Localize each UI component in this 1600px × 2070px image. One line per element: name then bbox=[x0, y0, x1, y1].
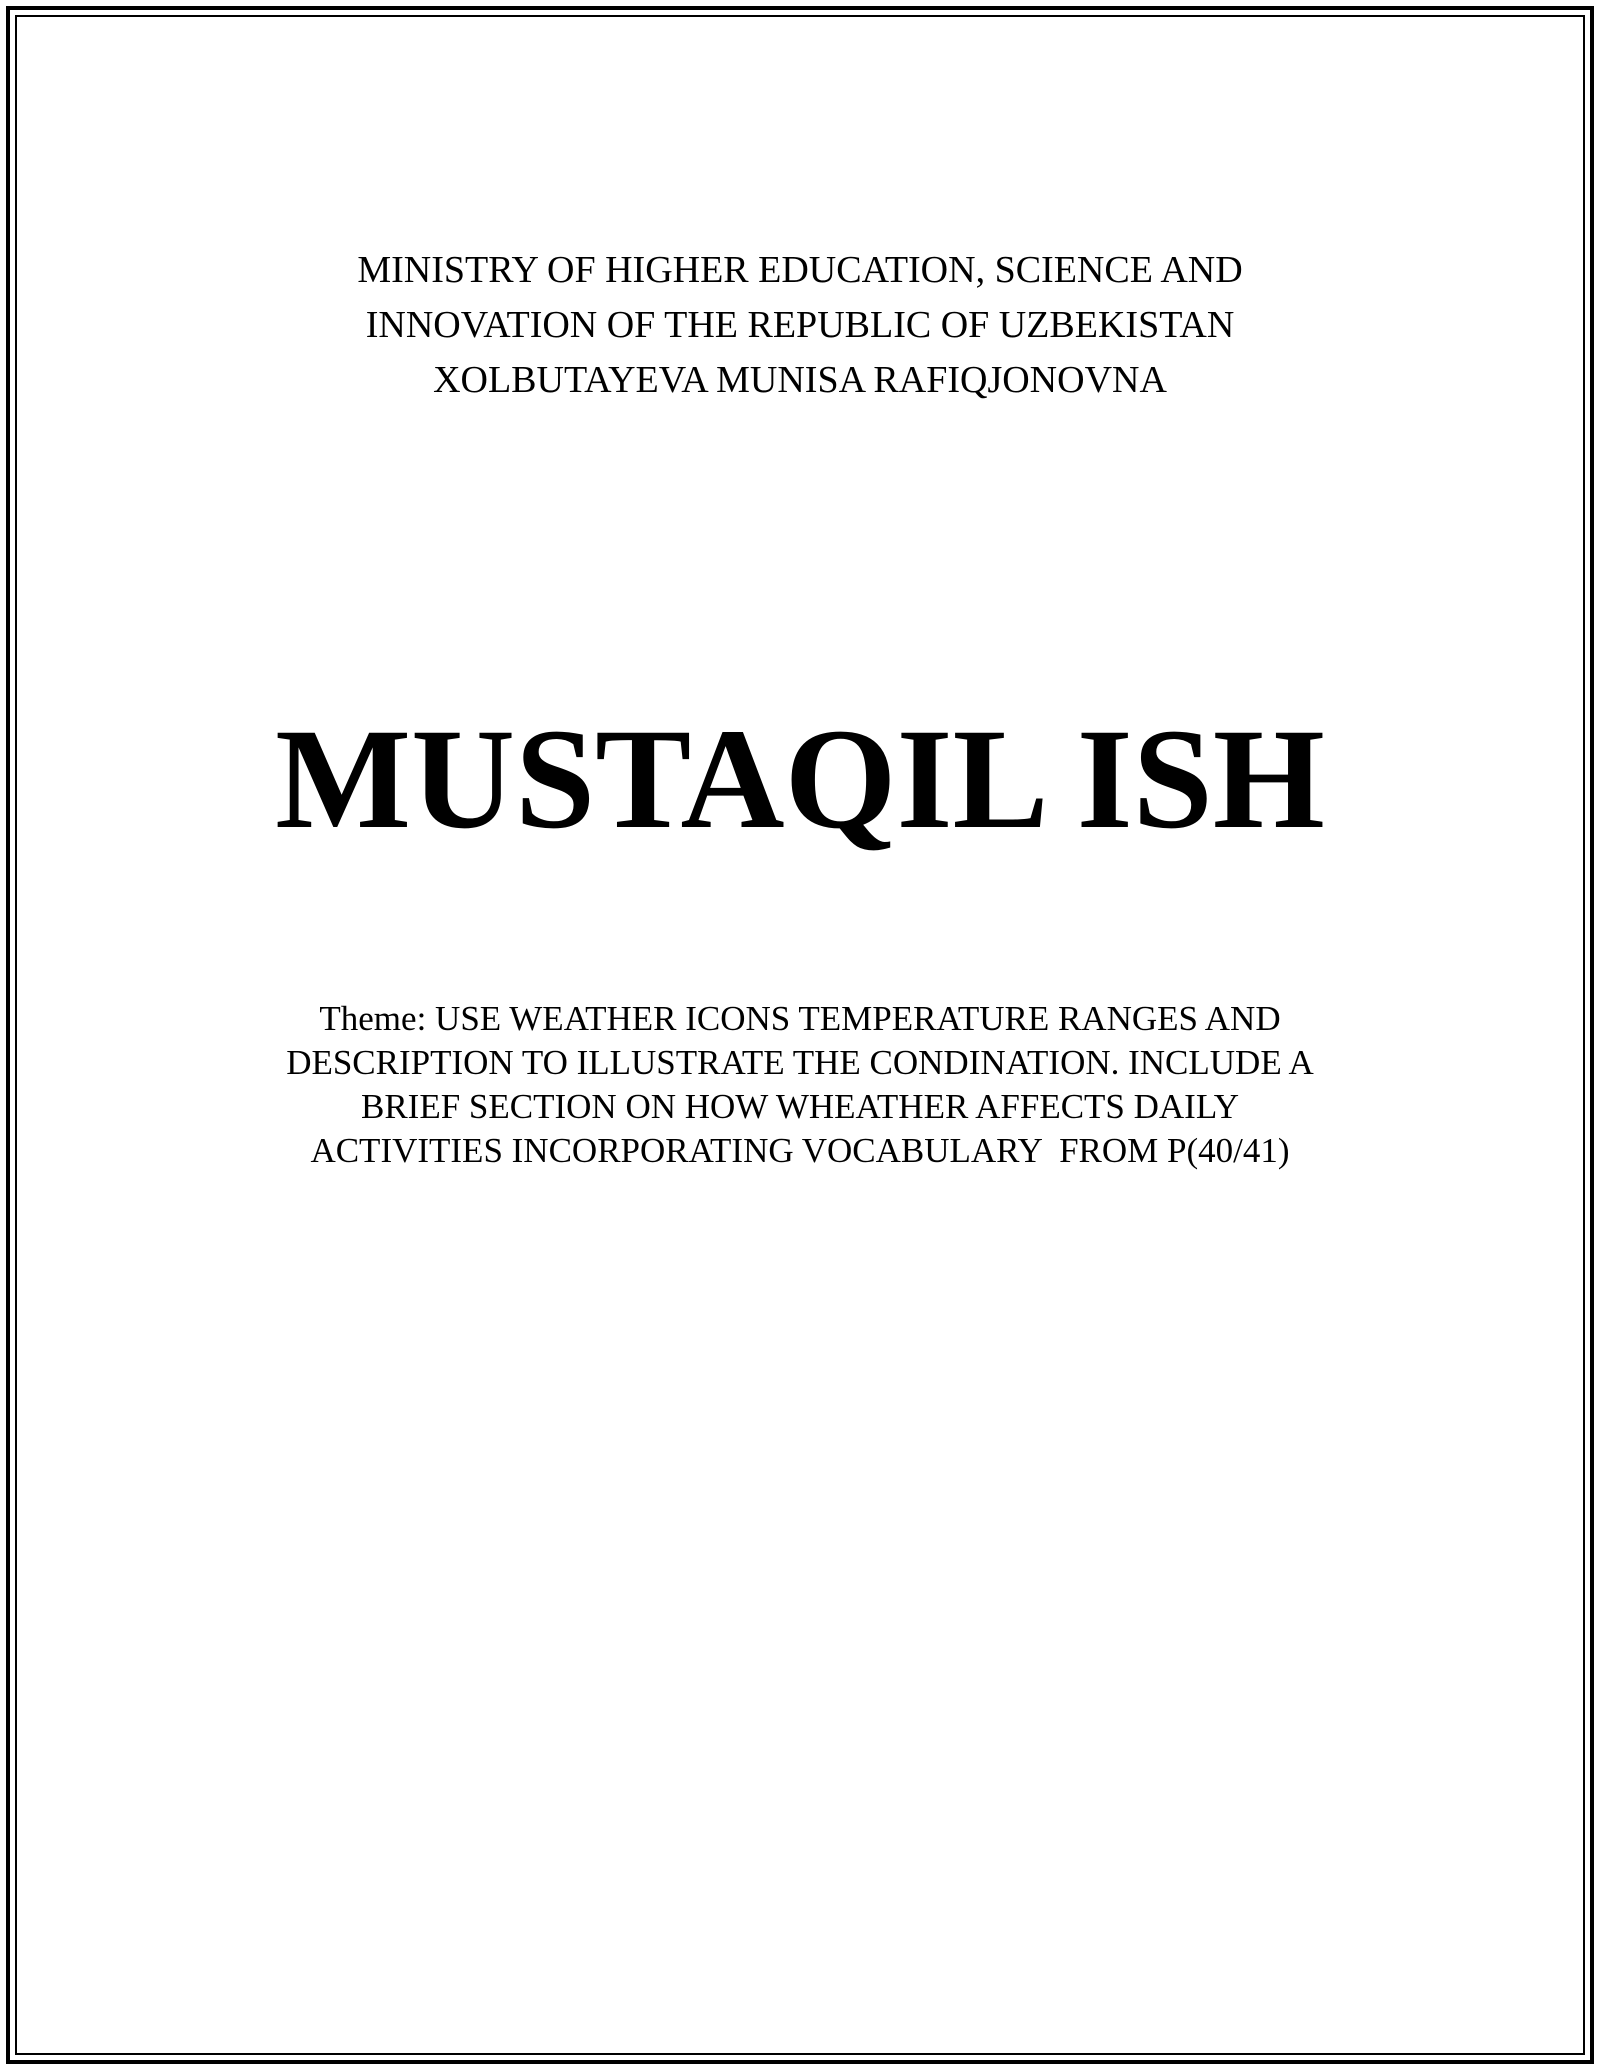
theme-line-4: ACTIVITIES INCORPORATING VOCABULARY FROM P(40/41) bbox=[310, 1131, 1290, 1170]
header-line-1: MINISTRY OF HIGHER EDUCATION, SCIENCE AND bbox=[357, 249, 1243, 291]
theme-block bbox=[0, 999, 1600, 1170]
theme-line-3: BRIEF SECTION ON HOW WHEATHER AFFECTS DAILY bbox=[360, 1087, 1239, 1126]
theme-line-2: DESCRIPTION TO ILLUSTRATE THE CONDINATION. INCLUDE A bbox=[286, 1043, 1314, 1082]
ministry-header bbox=[0, 243, 1600, 408]
author-name: XOLBUTAYEVA MUNISA RAFIQJONOVNA bbox=[433, 359, 1167, 401]
document-title: MUSTAQIL ISH bbox=[275, 700, 1325, 859]
header-line-2: INNOVATION OF THE REPUBLIC OF UZBEKISTAN bbox=[365, 304, 1235, 346]
theme-line-1: Theme: USE WEATHER ICONS TEMPERATURE RANGES AND bbox=[319, 999, 1281, 1038]
